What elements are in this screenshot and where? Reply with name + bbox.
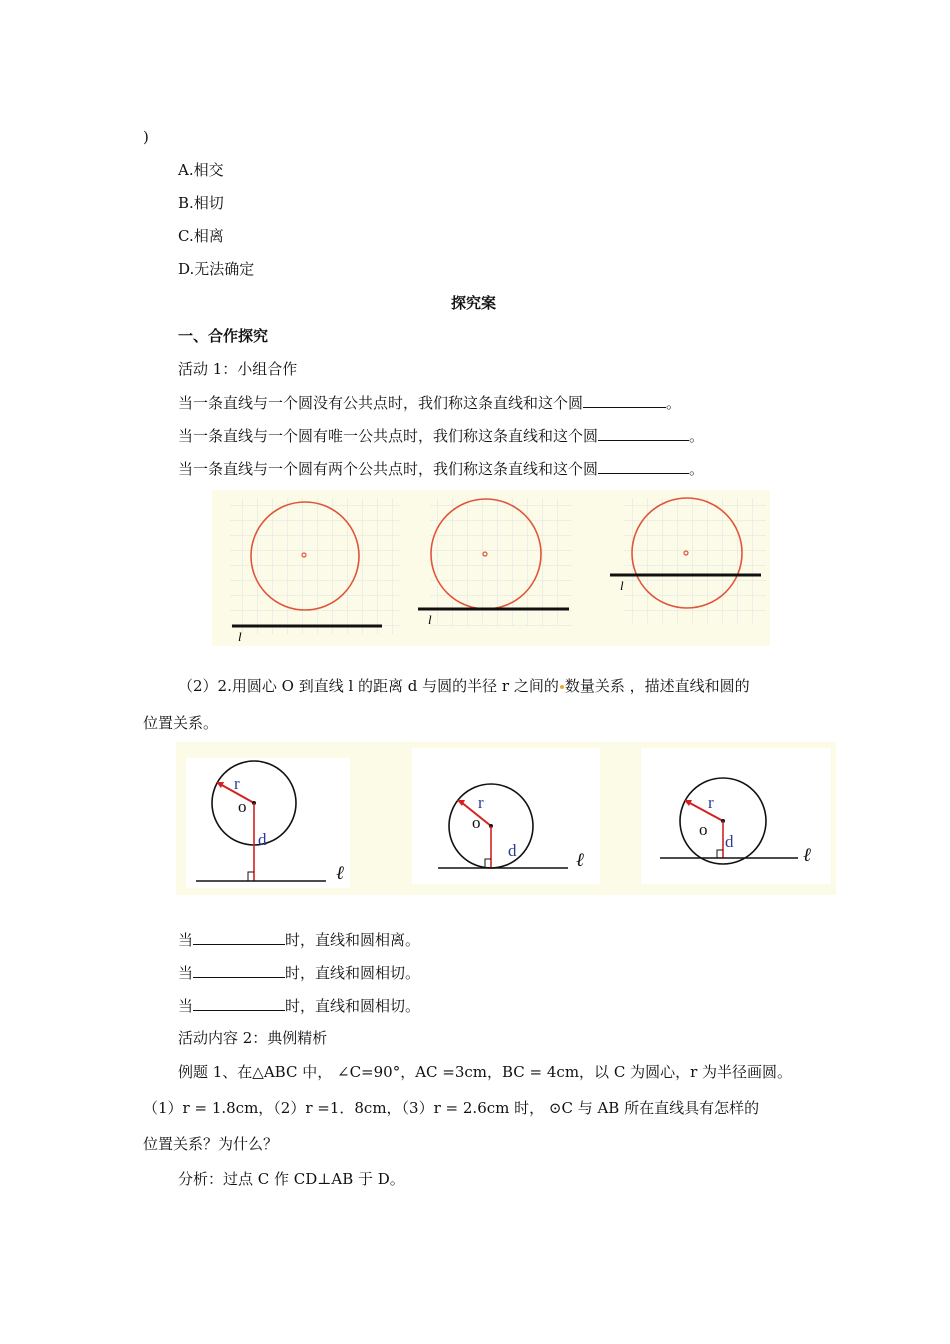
question-2-text-a: （2）2.用圆心 O 到直线 l 的距离 d 与圆的半径 r 之间的 xyxy=(178,677,559,695)
line-label: l xyxy=(238,629,242,644)
dot-mark xyxy=(560,685,564,689)
label-d: d xyxy=(258,830,267,849)
heading-cooperative-inquiry: 一、合作探究 xyxy=(178,327,269,345)
activity2-label: 活动内容 2：典例精析 xyxy=(178,1029,328,1047)
option-d: D.无法确定 xyxy=(178,260,255,278)
section-title: 探究案 xyxy=(451,294,497,312)
answer-blank[interactable] xyxy=(193,995,285,1011)
label-l: ℓ xyxy=(336,863,344,884)
sentence-2-end: 。 xyxy=(689,427,705,445)
closing-paren: ) xyxy=(143,128,149,146)
sentence-1-text: 当一条直线与一个圆没有公共点时，我们称这条直线和这个圆 xyxy=(178,394,584,412)
activity1-label: 活动 1：小组合作 xyxy=(178,360,298,378)
sentence-2-text: 当一条直线与一个圆有唯一公共点时，我们称这条直线和这个圆 xyxy=(178,427,599,445)
example-1-line-2: （1）r = 1.8cm，（2）r =1．8cm，（3）r = 2.6cm 时， ⊙C 与 AB 所在直线具有怎样的 xyxy=(143,1099,760,1117)
when-label: 当 xyxy=(178,964,194,982)
example-1-line-1: 例题 1、在△ABC 中， ∠C=90°，AC =3cm，BC = 4cm，以 C 为圆心，r 为半径画圆。 xyxy=(178,1063,793,1081)
analysis-text: 分析：过点 C 作 CD⊥AB 于 D。 xyxy=(178,1170,405,1188)
label-l: ℓ xyxy=(576,850,584,871)
condition-row-1 xyxy=(178,929,420,950)
label-o: o xyxy=(699,820,708,839)
answer-blank[interactable] xyxy=(598,458,689,474)
line-label: l xyxy=(620,578,624,593)
figure-line-circle-positions xyxy=(212,490,770,646)
answer-blank[interactable] xyxy=(193,962,285,978)
condition-result: 时，直线和圆相离。 xyxy=(285,931,421,949)
option-a: A.相交 xyxy=(178,161,224,179)
sentence-3 xyxy=(178,458,704,479)
sentence-3-end: 。 xyxy=(689,460,705,478)
label-l: ℓ xyxy=(803,845,811,866)
label-d: d xyxy=(725,832,734,851)
label-r: r xyxy=(234,774,240,793)
answer-blank[interactable] xyxy=(598,425,689,441)
sentence-1-end: 。 xyxy=(666,394,682,412)
panel xyxy=(186,758,350,888)
sentence-1 xyxy=(178,392,681,413)
grid-panel xyxy=(230,498,400,634)
answer-blank[interactable] xyxy=(193,929,285,945)
condition-result: 时，直线和圆相切。 xyxy=(285,997,421,1015)
label-r: r xyxy=(478,793,484,812)
when-label: 当 xyxy=(178,997,194,1015)
sentence-2 xyxy=(178,425,704,446)
condition-result: 时，直线和圆相切。 xyxy=(285,964,421,982)
when-label: 当 xyxy=(178,931,194,949)
example-1-line-3: 位置关系？为什么？ xyxy=(143,1135,279,1153)
label-r: r xyxy=(708,793,714,812)
option-c: C.相离 xyxy=(178,227,224,245)
answer-blank[interactable] xyxy=(583,392,666,408)
option-b: B.相切 xyxy=(178,194,224,212)
condition-row-3 xyxy=(178,995,420,1016)
condition-row-2 xyxy=(178,962,420,983)
line-label: l xyxy=(428,612,432,627)
panel xyxy=(412,748,600,884)
question-2-line-2: 位置关系。 xyxy=(143,714,219,732)
label-o: o xyxy=(238,797,247,816)
label-o: o xyxy=(472,813,481,832)
sentence-3-text: 当一条直线与一个圆有两个公共点时，我们称这条直线和这个圆 xyxy=(178,460,599,478)
question-2-text-b: 数量关系 ，描述直线和圆的 xyxy=(564,677,750,695)
label-d: d xyxy=(508,841,517,860)
question-2-line-1 xyxy=(178,676,750,696)
figure-distance-radius xyxy=(176,742,836,895)
